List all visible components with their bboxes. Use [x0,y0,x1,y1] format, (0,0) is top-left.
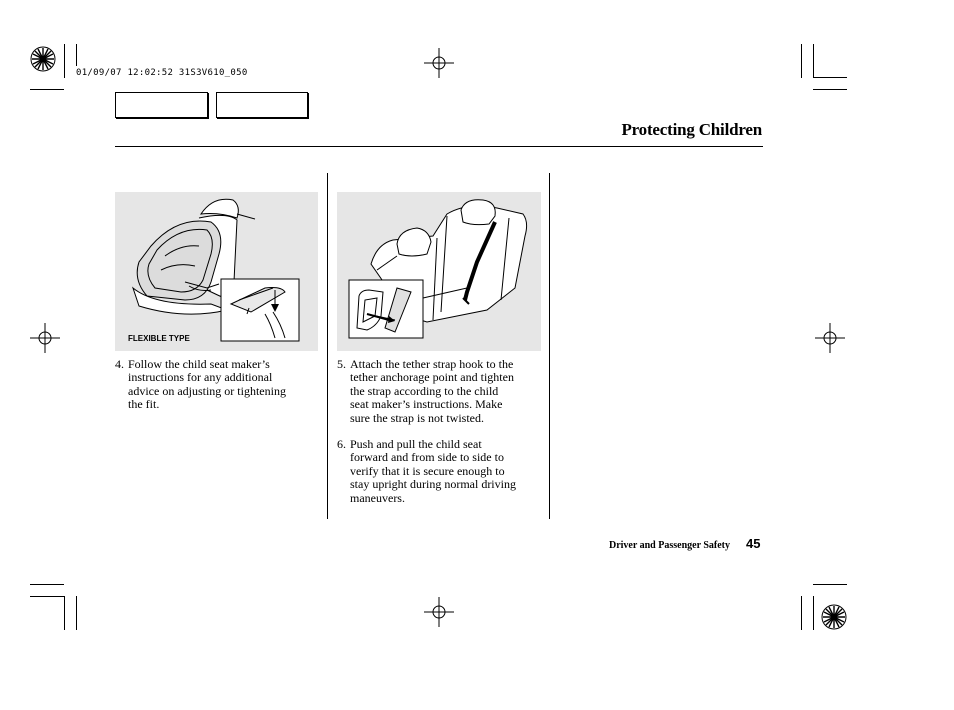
column-divider [327,173,328,519]
step-text-line: maneuvers. [350,490,405,505]
instruction-step-6 [337,438,547,510]
step-text-line: tether anchorage point and tighten [350,370,514,385]
registration-crosshair-icon [815,323,845,353]
step-number: 5. [337,357,346,371]
starburst-registration-icon [820,603,848,631]
column-divider [549,173,550,519]
print-slug: 01/09/07 12:02:52 31S3V610_050 [76,68,248,78]
step-text-line: sure the strap is not twisted. [350,410,484,425]
step-text-line: the strap according to the child [350,383,499,398]
figure-label: FLEXIBLE TYPE [128,334,190,343]
tether-anchor-drawing-icon [337,192,541,351]
tether-strap-illustration [337,192,541,351]
instruction-step-4 [115,358,315,418]
title-rule [115,146,763,147]
step-text-line: stay upright during normal driving [350,477,516,492]
step-text-line: Push and pull the child seat [350,437,482,451]
page-number: 45 [746,536,761,551]
header-tab-box [115,92,208,118]
step-text-line: the fit. [128,397,160,412]
step-text-line: verify that it is secure enough to [350,463,505,478]
starburst-registration-icon [29,45,57,73]
registration-crosshair-icon [424,48,454,78]
step-number: 4. [115,357,124,371]
header-tab-box [216,92,308,118]
step-text-line: Follow the child seat maker’s [128,357,270,371]
registration-crosshair-icon [30,323,60,353]
step-number: 6. [337,437,346,451]
registration-crosshair-icon [424,597,454,627]
page-title: Protecting Children [621,120,762,139]
step-text-line: forward and from side to side to [350,450,504,465]
step-text-line: seat maker’s instructions. Make [350,397,503,412]
footer-section-name: Driver and Passenger Safety [608,540,730,551]
step-text-line: advice on adjusting or tightening [128,383,286,398]
step-text-line: Attach the tether strap hook to the [350,357,514,371]
step-text-line: instructions for any additional [128,370,273,385]
instruction-step-5 [337,358,547,430]
child-seat-illustration [115,192,318,351]
child-seat-drawing-icon [115,192,318,351]
